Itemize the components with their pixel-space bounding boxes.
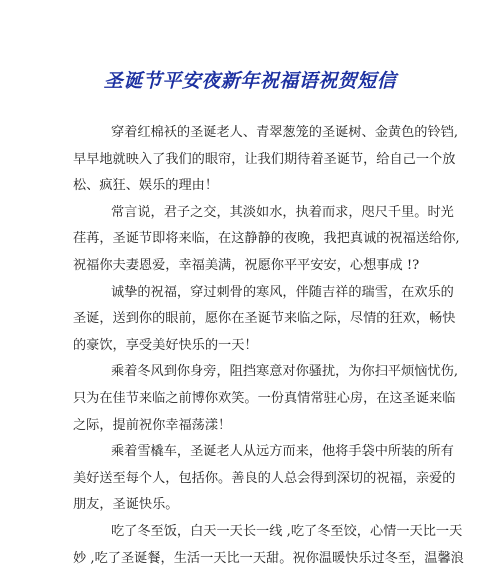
document-title: 圣诞节平安夜新年祝福语祝贺短信 [103, 70, 397, 92]
text-line: 圣诞，送到你的眼前，愿你在圣诞节来临之际，尽情的狂欢，畅快 [73, 311, 456, 327]
text-line: 妙 ,吃了圣诞餐，生活一天比一天甜。祝你温暖快乐过冬至，温馨浪 [73, 550, 464, 565]
text-line: 美好送至每个人，包括你。善良的人总会得到深切的祝福，亲爱的 [73, 470, 456, 486]
document-body [73, 120, 464, 565]
text-line: 常言说，君子之交，其淡如水，执着而求，咫尺千里。时光 [111, 204, 454, 220]
text-line: 诚挚的祝福，穿过刺骨的寒风，伴随吉祥的瑞雪，在欢乐的 [111, 284, 454, 300]
text-line: 早早地就映入了我们的眼帘，让我们期待着圣诞节，给自己一个放 [73, 151, 456, 167]
text-line: 穿着红棉袄的圣诞老人、青翠葱笼的圣诞树、金黄色的铃铛, [111, 125, 459, 140]
text-line: 吃了冬至饭，白天一天长一线 ,吃了冬至饺，心情一天比一天 [111, 523, 463, 539]
text-line: 只为在佳节来临之前博你欢笑。一份真情常驻心房，在这圣诞来临 [73, 390, 456, 406]
text-line: 祝福你夫妻恩爱，幸福美满，祝愿你平平安安，心想事成 !? [73, 257, 420, 273]
text-line: 荏苒，圣诞节即将来临，在这静静的夜晚，我把真诚的祝福送给你, [73, 231, 460, 247]
text-line: 之际，提前祝你幸福荡漾！ [73, 417, 232, 433]
text-line: 的豪饮，享受美好快乐的一天！ [73, 337, 258, 353]
text-line: 朋友，圣诞快乐。 [73, 497, 179, 513]
text-line: 乘着雪橇车，圣诞老人从远方而来，他将手袋中所装的所有 [111, 444, 454, 460]
text-line: 乘着冬风到你身旁，阻挡寒意对你骚扰，为你扫平烦恼忧伤, [111, 364, 459, 380]
text-line: 松、疯狂、娱乐的理由！ [73, 178, 219, 194]
